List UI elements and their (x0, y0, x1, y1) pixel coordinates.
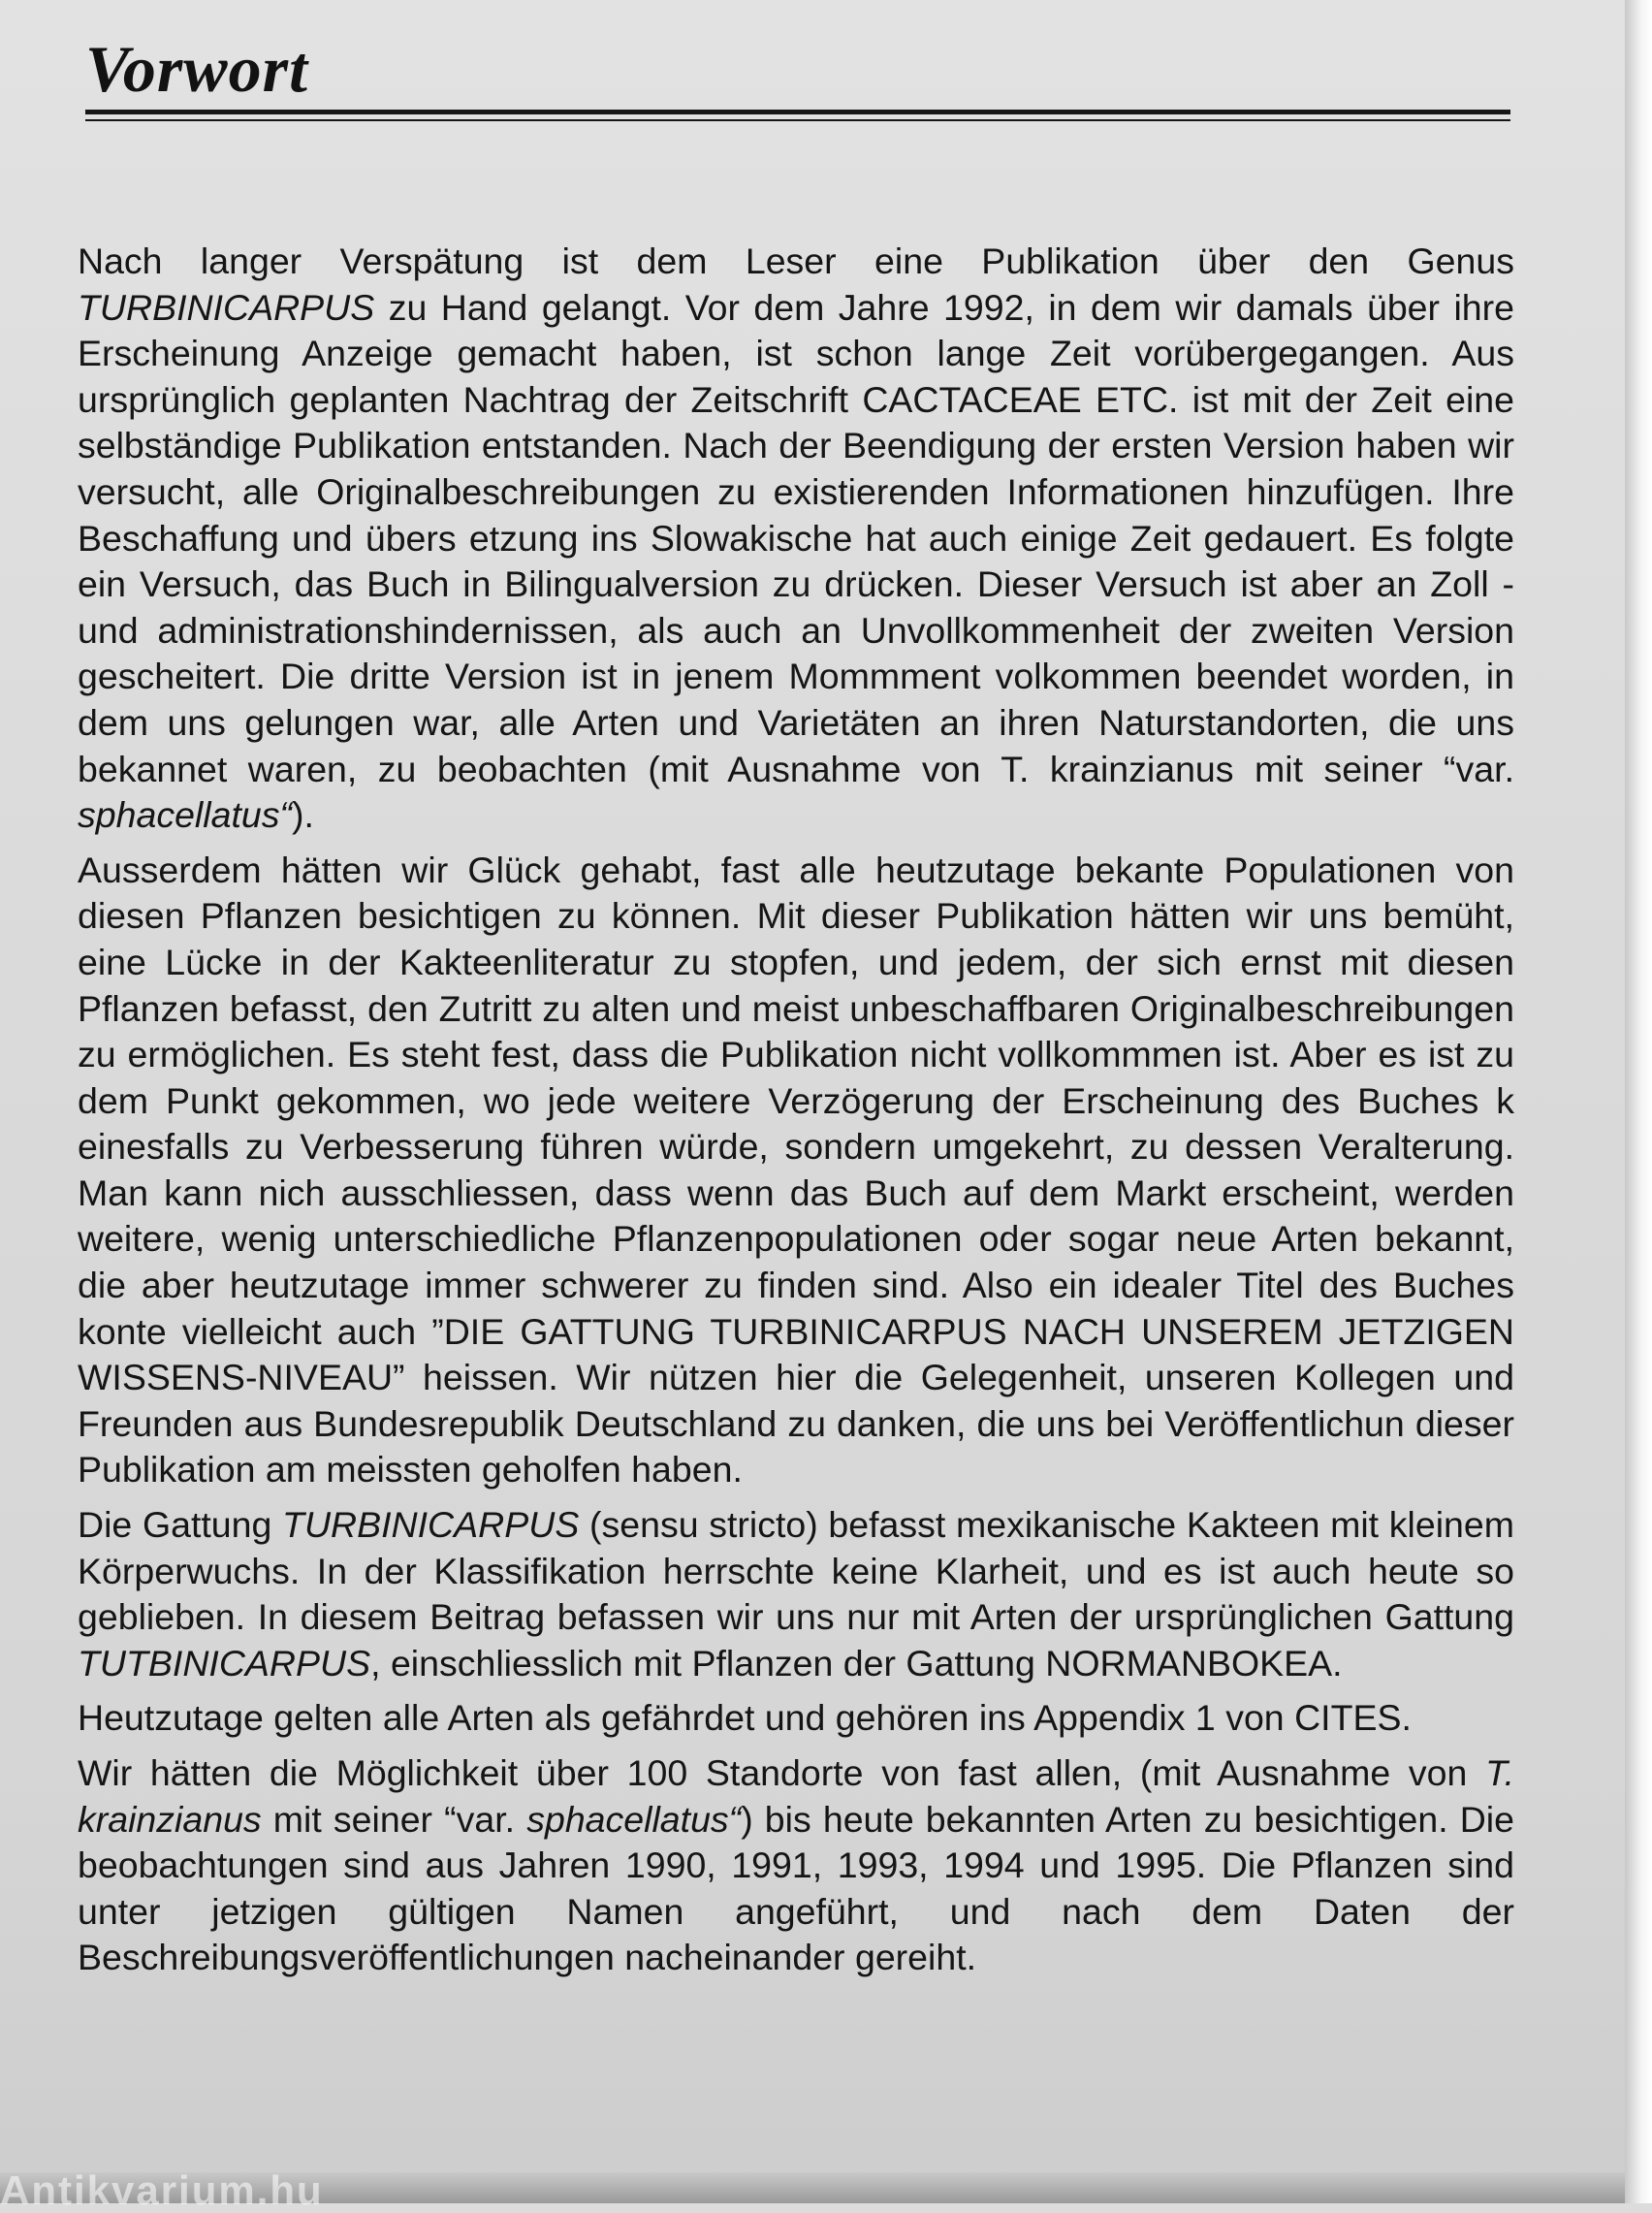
watermark: Antikvarium.hu (0, 2167, 324, 2213)
text-segment: (sensu stricto) befasst mexikanische Kakteen mit kleinem Körperwuchs. In der Klassifikation herrschte keine Klarheit, und es ist auch heute so geblieben. In diesem Beitrag befassen wir uns nur mit Arten der ursprünglichen Gattung (78, 1504, 1514, 1638)
text-segment: Die Gattung (78, 1504, 283, 1546)
paragraph-1 (78, 239, 1514, 839)
paragraph-2 (78, 848, 1514, 1493)
text-segment-italic: TURBINICARPUS (282, 1504, 580, 1546)
text-segment-italic: sphacellatus“ (78, 794, 292, 836)
text-segment: Nach langer Verspätung ist dem Leser eine Publikation über den Genus (78, 241, 1514, 281)
paragraph-5 (78, 1750, 1514, 1981)
text-segment: Ausserdem hätten wir Glück gehabt, fast alle heutzutage bekante Populationen von diesen Pflanzen besichtigen zu können. Mit dieser Publikation hätten wir uns bemüht, eine Lücke in der Kakteenliteratur zu stopfen, und jedem, der sich ernst mit diesen Pflanzen befasst, den Zutritt zu alten und meist unbeschaffbaren Originalbeschreibungen zu ermöglichen. Es steht fest, dass die Publikation nicht vollkommmen ist. Aber es ist zu dem Punkt gekommen, wo jede weitere Verzögerung der Erscheinung des Buches k einesfalls zu Verbesserung führen würde, sondern umgekehrt, zu dessen Veralterung. Man kann nich ausschliessen, dass wenn das Buch auf dem Markt erscheint, werden weitere, wenig unterschiedliche Pflanzenpopulationen oder sogar neue Arten bekannt, die aber heutzutage immer schwerer zu finden sind. Also ein idealer Titel des Buches konte vielleicht auch ”DIE GATTUNG TURBINICARPUS NACH UNSEREM JETZIGEN WISSENS-NIVEAU” heissen. Wir nützen hier die Gelegenheit, unseren Kollegen und Freunden aus Bundesrepublik Deutschland zu danken, die uns bei Veröffentlichun dieser Publikation am meissten geholfen haben. (78, 849, 1514, 1491)
text-segment: ). (291, 794, 314, 836)
paragraph-4 (78, 1695, 1514, 1742)
text-segment-italic: TURBINICARPUS (78, 286, 375, 328)
text-segment: , einschliesslich mit Pflanzen der Gattung NORMANBOKEA. (370, 1642, 1343, 1684)
page-edge (1625, 0, 1652, 2203)
text-segment: zu Hand gelangt. Vor dem Jahre 1992, in dem wir damals über ihre Erscheinung Anzeige gemacht haben, ist schon lange Zeit vorübergegangen. Aus ursprünglich geplanten Nachtrag der Zeitschrift CACTACEAE ETC. ist mit der Zeit eine selbständige Publikation entstanden. Nach der Beendigung der ersten Version haben wir versucht, alle Originalbeschreibungen zu existierenden Informationen hinzufügen. Ihre Beschaffung und übers etzung ins Slowakische hat auch einige Zeit gedauert. Es folgte ein Versuch, das Buch in Bilingualversion zu drücken. Dieser Versuch ist aber an Zoll - und administrationshindernissen, als auch an Unvollkommenheit der zweiten Version gescheitert. Die dritte Version ist in jenem Mommment volkommen beendet worden, in dem uns gelungen war, alle Arten und Varietäten an ihren Naturstandorten, die uns bekannet waren, zu beobachten (mit Ausnahme von T. krainzianus mit seiner “var. (78, 286, 1514, 789)
text-segment: Heutzutage gelten alle Arten als gefährdet und gehören ins Appendix 1 von CITES. (78, 1697, 1412, 1739)
page-title: Vorwort (85, 32, 308, 106)
text-segment: mit seiner “var. (261, 1798, 527, 1840)
title-rule-thin (85, 119, 1510, 121)
paragraph-3 (78, 1502, 1514, 1686)
text-segment: Wir hätten die Möglichkeit über 100 Standorte von fast allen, (mit Ausnahme von (78, 1752, 1486, 1793)
text-segment-italic: TUTBINICARPUS (78, 1642, 371, 1684)
title-rule-thick (85, 110, 1510, 114)
text-segment-italic: sphacellatus“ (526, 1798, 742, 1840)
body-text (78, 239, 1514, 1981)
text-segment: ) bis heute bekannten Arten zu besichtigen. Die beobachtungen sind aus Jahren 1990, 1991, 1993, 1994 und 1995. Die Pflanzen sind unter jetzigen gültigen Namen angeführt, und nach dem Daten der Beschreibungsveröffentlichungen nacheinander gereiht. (78, 1798, 1514, 1978)
text-segment-italic: T. krainzianus (78, 1752, 1514, 1840)
